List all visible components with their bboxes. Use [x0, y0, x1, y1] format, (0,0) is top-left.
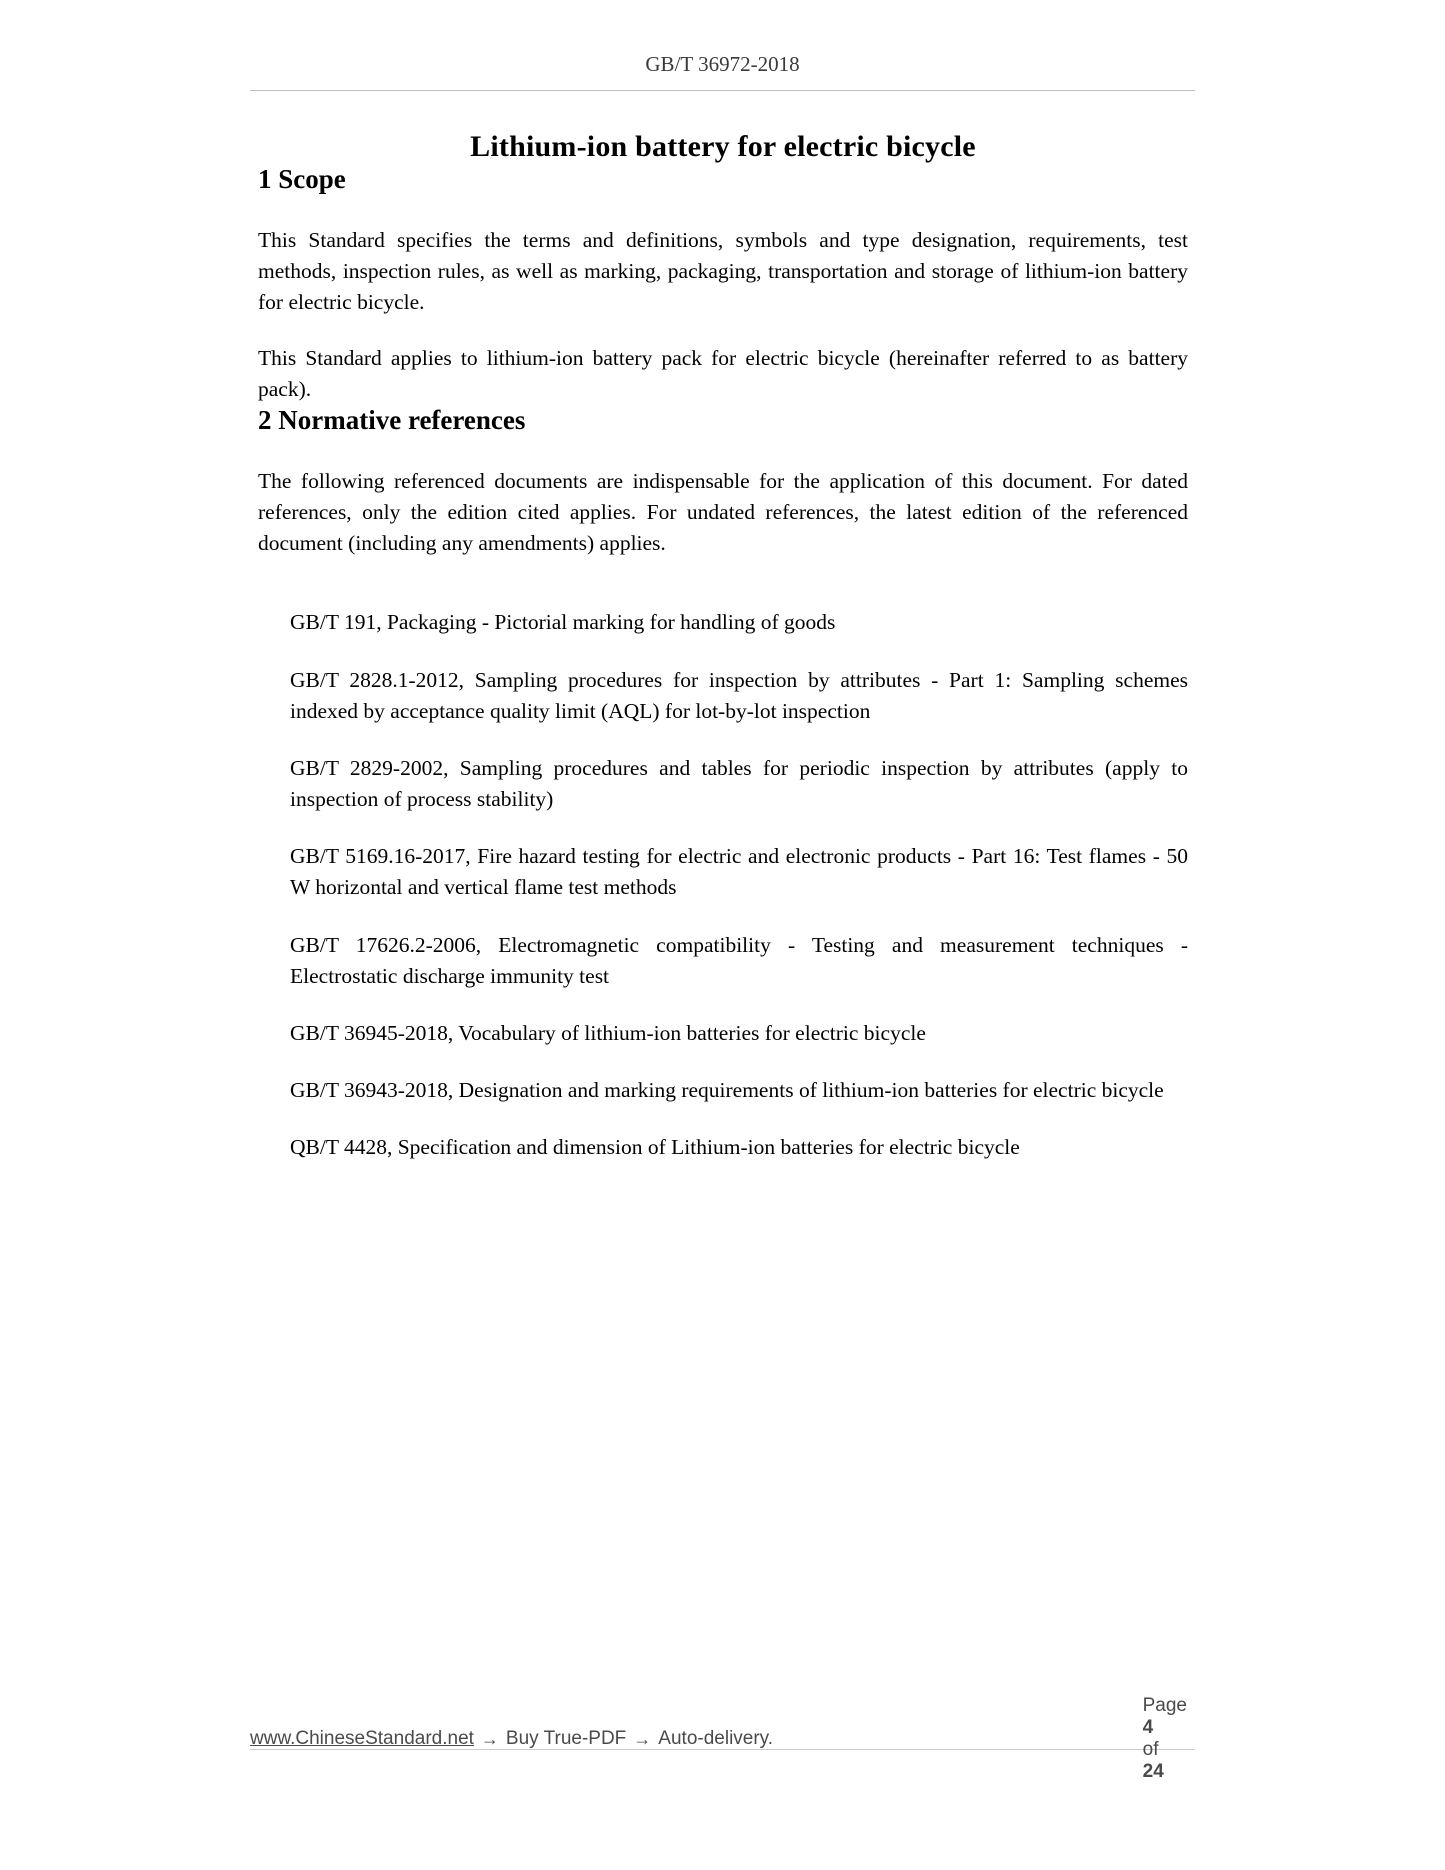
paragraph-scope-2: This Standard applies to lithium-ion battery pack for electric bicycle (hereinafter referred to as battery pack). [258, 345, 1188, 401]
list-item: GB/T 191, Packaging - Pictorial marking for handling of goods [290, 610, 836, 635]
list-item: QB/T 4428, Specification and dimension of Lithium-ion batteries for electric bicycle [290, 1135, 1020, 1160]
page-footer [250, 1673, 1195, 1805]
section-heading-scope: 1 Scope [258, 164, 346, 194]
paragraph-normative-1: The following referenced documents are indispensable for the application of this document. For dated references, only the edition cited applies. For undated references, the latest edition of the referenced document (including any amendments) applies. [258, 468, 1188, 556]
page-indicator [1111, 1673, 1187, 1805]
header-divider [250, 90, 1195, 91]
document-body [258, 120, 1188, 1163]
page-header [250, 52, 1195, 77]
paragraph-scope-1: This Standard specifies the terms and definitions, symbols and type designation, requirements, test methods, inspection rules, as well as marking, packaging, transportation and storage of lithium-ion battery for electric bicycle. [258, 228, 1188, 315]
page-total: 24 [1142, 1761, 1164, 1782]
list-item: GB/T 5169.16-2017, Fire hazard testing for electric and electronic products - Part 16: Test flames - 50 W horizontal and vertical flame test methods [290, 844, 1188, 900]
delivery-label: Auto-delivery. [658, 1728, 774, 1749]
buy-label: Buy True-PDF [505, 1728, 627, 1749]
of-label: of [1142, 1739, 1159, 1760]
list-item: GB/T 2829-2002, Sampling procedures and tables for periodic inspection by attributes (apply to inspection of process stability) [290, 755, 1188, 812]
footer-promo [250, 1728, 1111, 1750]
page-title: Lithium-ion battery for electric bicycle [470, 130, 976, 163]
arrow-right-icon-2: → [633, 1728, 652, 1749]
standard-number: GB/T 36972-2018 [645, 52, 800, 76]
site-link[interactable]: www.ChineseStandard.net [250, 1728, 474, 1749]
arrow-right-icon: → [480, 1728, 499, 1749]
list-item: GB/T 2828.1-2012, Sampling procedures for inspection by attributes - Part 1: Sampling schemes indexed by acceptance quality limit (AQL) for lot-by-lot inspection [290, 667, 1188, 723]
page-number: 4 [1142, 1717, 1154, 1738]
section-heading-normative-references: 2 Normative references [258, 404, 526, 435]
list-item: GB/T 36943-2018, Designation and marking requirements of lithium-ion batteries for electric bicycle [290, 1078, 1164, 1103]
list-item: GB/T 36945-2018, Vocabulary of lithium-ion batteries for electric bicycle [290, 1020, 926, 1045]
reference-list [258, 581, 1188, 1163]
list-item: GB/T 17626.2-2006, Electromagnetic compatibility - Testing and measurement techniques - Electrostatic discharge immunity test [290, 932, 1188, 988]
page-label: Page [1142, 1695, 1187, 1716]
